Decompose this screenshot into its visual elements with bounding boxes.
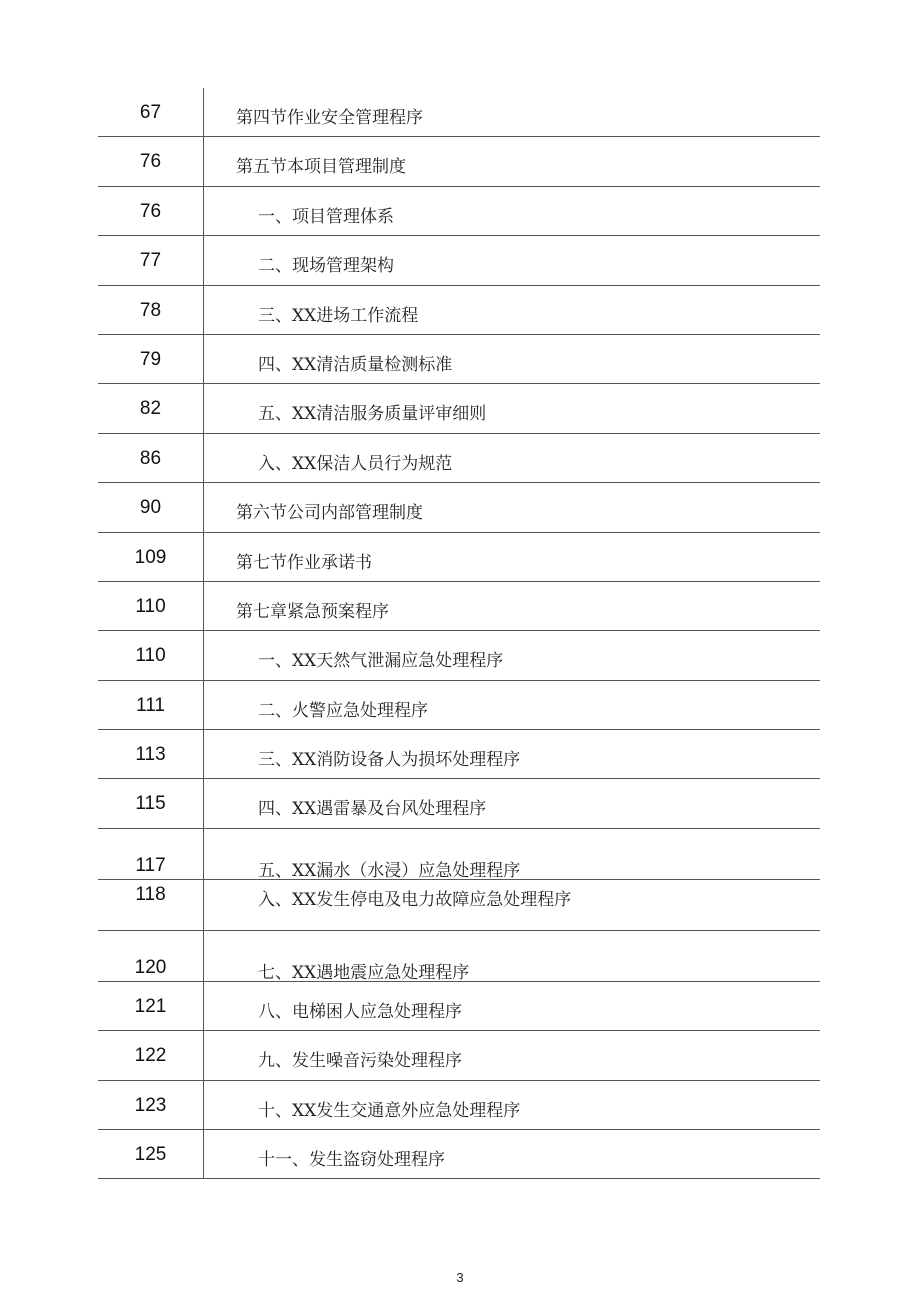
toc-entry-title: 五、XX漏水（水浸）应急处理程序 (258, 860, 521, 881)
toc-entry-title: 一、项目管理体系 (258, 206, 394, 227)
toc-page-number: 120 (134, 956, 167, 978)
toc-page-number: 109 (134, 546, 167, 568)
toc-row (98, 1031, 820, 1080)
toc-entry-title: 第五节本项目管理制度 (236, 157, 406, 178)
toc-entry-title: 十一、发生盗窃处理程序 (258, 1150, 445, 1171)
toc-page-number: 118 (135, 883, 166, 905)
toc-row (98, 681, 820, 730)
toc-row (98, 236, 820, 285)
toc-page-number: 115 (135, 793, 166, 815)
toc-row (98, 582, 820, 631)
toc-page-number: 113 (135, 744, 166, 766)
toc-entry-title: 四、XX遇雷暴及台风处理程序 (258, 799, 487, 820)
toc-entry-title: 第六节公司内部管理制度 (236, 503, 423, 524)
toc-row (98, 187, 820, 236)
toc-entry-title: 入、XX发生停电及电力故障应急处理程序 (258, 889, 572, 910)
toc-entry-title: 一、XX天然气泄漏应急处理程序 (258, 651, 504, 672)
toc-entry-title: 九、发生噪音污染处理程序 (258, 1051, 462, 1072)
toc-page-number: 76 (139, 151, 162, 173)
toc-page-number: 121 (134, 995, 167, 1017)
toc-entry-title: 二、火警应急处理程序 (258, 700, 428, 721)
toc-page-number: 125 (134, 1144, 167, 1166)
toc-entry-title: 八、电梯困人应急处理程序 (258, 1001, 462, 1022)
toc-row (98, 434, 820, 483)
toc-entry-title: 四、XX清洁质量检测标准 (258, 354, 453, 375)
toc-page-number: 110 (135, 595, 166, 617)
toc-page-number: 79 (139, 348, 162, 370)
toc-row (98, 533, 820, 582)
toc-page-number: 123 (134, 1094, 167, 1116)
toc-entry-title: 三、XX消防设备人为损坏处理程序 (258, 750, 521, 771)
toc-row (98, 931, 820, 982)
toc-entry-title: 十、XX发生交通意外应急处理程序 (258, 1100, 521, 1121)
toc-page-number: 77 (139, 250, 162, 272)
toc-entry-title: 五、XX清洁服务质量评审细则 (258, 404, 487, 425)
toc-row (98, 779, 820, 828)
toc-row (98, 730, 820, 779)
page-number: 3 (456, 1270, 464, 1285)
toc-page-number: 122 (134, 1045, 167, 1067)
toc-page-number: 76 (139, 200, 162, 222)
toc-row (98, 286, 820, 335)
toc-page-number: 110 (135, 645, 166, 667)
toc-page-number: 78 (139, 299, 162, 321)
toc-row (98, 137, 820, 186)
toc-row (98, 829, 820, 880)
toc-row (98, 335, 820, 384)
toc-entry-title: 七、XX遇地震应急处理程序 (258, 962, 470, 983)
toc-row (98, 631, 820, 680)
table-of-contents (98, 88, 820, 1179)
toc-row (98, 88, 820, 137)
toc-entry-title: 三、XX进场工作流程 (258, 305, 419, 326)
toc-page-number: 86 (139, 447, 162, 469)
toc-entry-title: 第四节作业安全管理程序 (236, 108, 423, 128)
toc-row (98, 982, 820, 1031)
toc-row (98, 384, 820, 433)
toc-page-number: 82 (139, 398, 162, 420)
toc-entry-title: 第七节作业承诺书 (236, 552, 372, 573)
toc-row (98, 1081, 820, 1130)
toc-page-number: 111 (136, 694, 165, 716)
toc-row (98, 1130, 820, 1179)
toc-page-number: 117 (135, 854, 166, 876)
toc-entry-title: 二、现场管理架构 (258, 256, 394, 277)
toc-page-number: 90 (139, 497, 162, 519)
toc-entry-title: 入、XX保洁人员行为规范 (258, 453, 453, 474)
toc-row (98, 880, 820, 931)
toc-row (98, 483, 820, 532)
toc-entry-title: 第七章紧急预案程序 (236, 601, 389, 622)
toc-page-number: 67 (139, 102, 162, 123)
